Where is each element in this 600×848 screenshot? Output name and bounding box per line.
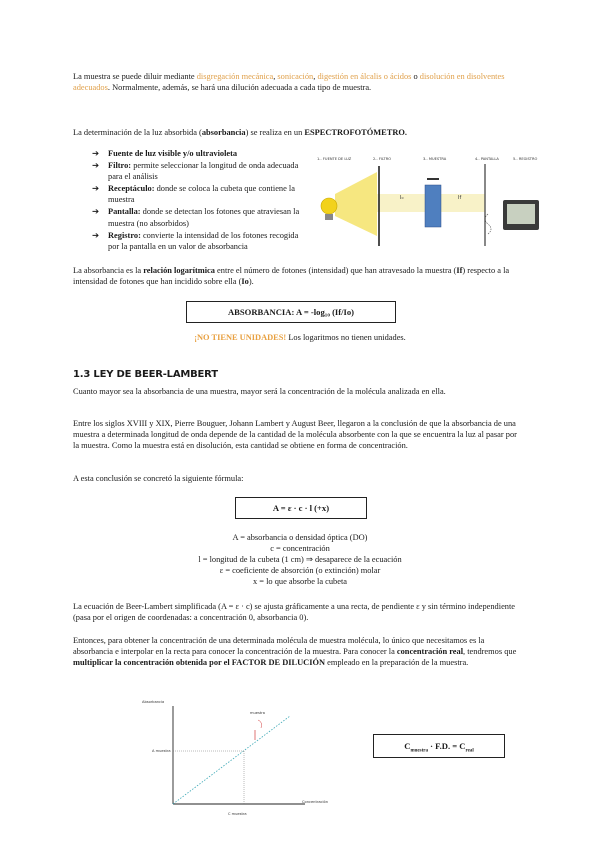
list-item (92, 148, 307, 159)
intro-text: La muestra se puede diluir mediante (73, 72, 195, 81)
arrow-icon: ➔ (92, 149, 100, 158)
legend-item: l = longitud de la cubeta (1 cm) ⇒ desaparece de la ecuación (198, 555, 402, 565)
section-title: 1.3 LEY DE BEER-LAMBERT (73, 369, 218, 380)
arrow-icon: ➔ (92, 184, 100, 194)
x-axis-label: Concentración (302, 800, 328, 804)
bullet-text: donde se detectan los fotones que atraviesan la muestra (no absorbidos) (108, 207, 300, 228)
absorb-mid: ) se realiza en un (245, 128, 305, 137)
label-io: I₀ (400, 195, 404, 201)
absorb-pre: La determinación de la luz absorbida ( (73, 128, 202, 137)
formula3-sub2: real (465, 748, 474, 754)
cuvette-icon (425, 185, 441, 227)
method-digestion: digestión en álcalis o ácidos (317, 72, 412, 81)
x-tick-sample: C muestra (228, 812, 247, 816)
bullet-text: permite seleccionar la longitud de onda adecuada para el análisis (108, 161, 299, 182)
final-pre: Entonces, para obtener la concentración de una determinada molécula de muestra molécula, lo único que necesitamos es la absorbancia e interpolar en la recta para conocer la concentración de la muestra. Para conocer la (73, 636, 485, 657)
relation-bold: relación logarítmica (143, 266, 215, 275)
no-units-text: Los logaritmos no tienen unidades. (288, 333, 406, 342)
relation-if: If (456, 266, 463, 275)
arrow-icon: ➔ (92, 161, 100, 171)
formula3-sub1: muestra (410, 748, 428, 754)
method-sonication: sonicación (277, 72, 314, 81)
y-tick-sample: A muestra (152, 749, 171, 753)
relation-mid: entre el número de fotones (intensidad) que han atravesado la muestra ( (214, 266, 457, 275)
bulb-icon (321, 198, 337, 214)
label-sample: 3.- MUESTRA (423, 157, 447, 161)
legend-item: A = absorbancia o densidad óptica (DO) (232, 533, 368, 542)
final-mid: , tendremos que (463, 647, 517, 657)
bullet-text: donde se coloca la cubeta que contiene la muestra (108, 184, 295, 205)
label-screen: 4.- PANTALLA (475, 157, 499, 161)
beer-paragraph-2: Entre los siglos XVIII y XIX, Pierre Bouguer, Johann Lambert y August Beer, llegaron a la conclusión de que la absorbancia de una muestra a determinada longitud de onda depende de la cantidad de la molécula absorbente con la que se encuentra la luz al pasar por la muestra. Como la muestra está en disolución, esta cantidad se obtiene en forma de concentración. (73, 419, 517, 451)
cuvette-cap (427, 178, 439, 180)
bullet-title: Registro: (108, 230, 141, 240)
absorb-bold: absorbancia (201, 128, 246, 137)
final-end: empleado en la preparación de la muestra. (325, 658, 469, 668)
arrow-icon: ➔ (92, 230, 100, 240)
formula-legend (150, 532, 450, 587)
bullet-title: Pantalla: (108, 207, 141, 217)
intro-paragraph: La muestra se puede diluir mediante disgregación mecánica, sonicación, digestión en álcalis o ácidos o disolución en disolventes adecuados. Normalmente, además, se hará una dilución adecuada a cada tipo de muestra. (73, 72, 505, 93)
final-bold-1: concentración real (396, 647, 464, 657)
spectrophotometer-diagram (315, 152, 550, 252)
point-label: muestra (250, 711, 265, 715)
simpl-rest: (A = ε · c) se ajusta gráficamente a una recta, de pendiente ε y sin término independiente (pasa por el origen de coordenadas: a concentración 0, absorbancia 0). (73, 602, 516, 623)
absorbance-formula: ABSORBANCIA: A = -log₁₀ (If/Io) (186, 301, 396, 323)
no-units-note (150, 332, 450, 343)
method-mechanical: disgregación mecánica (196, 72, 274, 81)
arrow-icon: ➔ (92, 207, 100, 217)
bullet-title: Filtro: (108, 161, 132, 171)
bullet-title: Fuente de luz visible y/o ultravioleta (108, 149, 238, 158)
beer-paragraph-1: Cuanto mayor sea la absorbancia de una muestra, mayor será la concentración de la molécula analizada en ella. (73, 387, 446, 396)
bullet-text: convierte la intensidad de los fotones recogida por la pantalla en un valor de absorbancia (108, 230, 299, 251)
absorbance-intro (73, 127, 518, 138)
label-register: 5.- REGISTRO (513, 157, 538, 161)
simplified-paragraph (73, 601, 518, 623)
list-item (92, 230, 307, 252)
light-beam (335, 172, 377, 236)
instrument-name: ESPECTROFOTÓMETRO. (304, 128, 408, 137)
legend-item: x = lo que absorbe la cubeta (252, 577, 348, 587)
label-if: If (458, 195, 462, 201)
point-arrow (258, 720, 262, 728)
simpl-pre: La ecuación de Beer-Lambert simplificada (73, 602, 217, 611)
label-light-source: 1.- FUENTE DE LUZ (317, 157, 352, 161)
formula3-c: C (404, 741, 411, 751)
final-paragraph (73, 635, 518, 668)
list-item (92, 160, 307, 182)
spectrophotometer-parts (92, 148, 307, 253)
y-axis-label: Absorbancia (142, 700, 165, 704)
formula3-mid: · F.D. = C (427, 741, 466, 751)
register-display (507, 204, 535, 224)
no-units-warning: ¡NO TIENE UNIDADES! (194, 333, 287, 342)
relation-mid2: ) respecto a la intensidad de fotones que han incidido sobre ella ( (73, 266, 510, 287)
calibration-graph (140, 696, 340, 821)
calibration-line (173, 716, 290, 804)
list-item (92, 183, 307, 205)
intro-end-text: Normalmente, además, se hará una dilución adecuada a cada tipo de muestra. (112, 83, 372, 93)
legend-item: c = concentración (270, 544, 330, 554)
relation-pre: La absorbancia es la (73, 266, 144, 275)
diagram-graphic (315, 164, 550, 250)
label-filter: 2.- FILTRO (373, 157, 392, 161)
final-bold-2: multiplicar la concentración obtenida por el FACTOR DE DILUCIÓN (73, 658, 326, 668)
bullet-title: Receptáculo: (108, 184, 155, 194)
method-solvents: disolución en disolventes adecuados (73, 72, 505, 93)
beer-paragraph-3: A esta conclusión se concretó la siguiente fórmula: (73, 474, 244, 483)
real-concentration-formula (373, 734, 505, 758)
list-item (92, 206, 307, 228)
beer-lambert-formula: A = ε · c · l (+x) (235, 497, 367, 519)
relation-io: Io (241, 277, 249, 287)
cable-icon (485, 214, 491, 234)
relation-end: ). (248, 277, 254, 287)
legend-item: ε = coeficiente de absorción (o extinción) molar (219, 566, 381, 576)
bulb-base (325, 214, 333, 220)
relation-paragraph (73, 265, 518, 287)
